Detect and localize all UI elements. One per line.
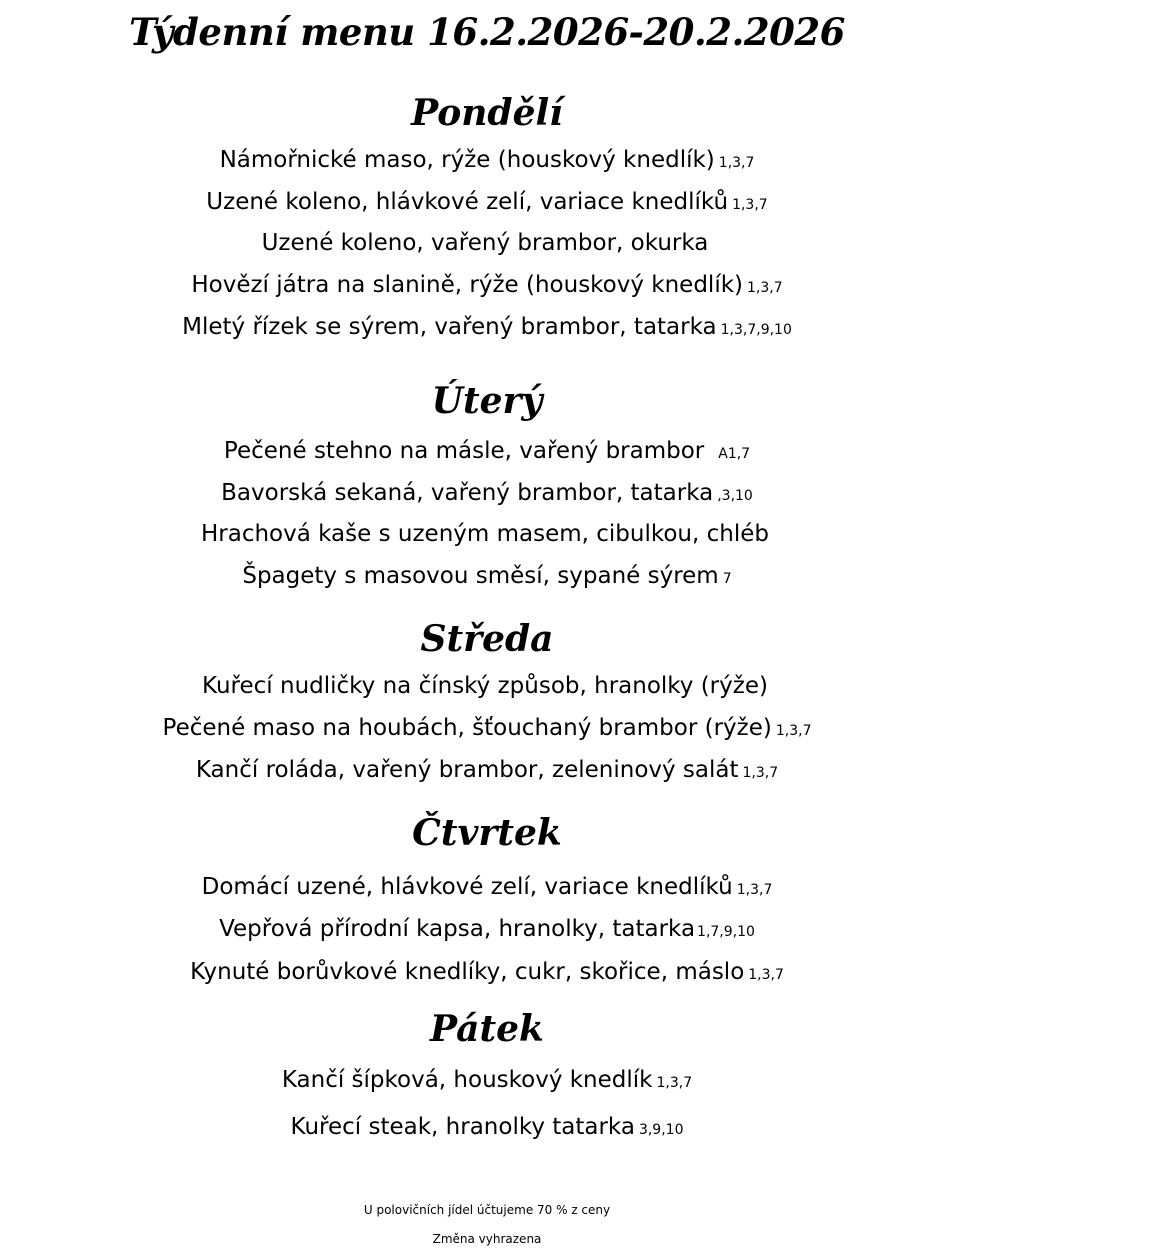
dish-item (0, 755, 974, 788)
dish-name: Kančí roláda, vařený brambor, zeleninový salát (195, 757, 739, 783)
dish-item (0, 1065, 974, 1098)
dish-item (0, 270, 974, 303)
dish-name: Bavorská sekaná, vařený brambor, tatarka (221, 480, 714, 506)
page-title: Týdenní menu 16.2.2026-20.2.2026 (129, 10, 845, 54)
dish-item (0, 145, 974, 178)
dish-name: Hrachová kaše s uzeným masem, cibulkou, chléb (200, 521, 769, 547)
day-heading-monday: Pondělí (411, 92, 563, 134)
dish-item (0, 914, 974, 947)
dish-name: Špagety s masovou směsí, sypané sýrem (242, 563, 719, 589)
allergen-codes: 1,7,9,10 (697, 924, 755, 940)
dish-name: Hovězí játra na slanině, rýže (houskový knedlík) (191, 272, 743, 298)
dish-name: Námořnické maso, rýže (houskový knedlík) (219, 147, 715, 173)
allergen-codes: 1,3,7 (732, 197, 768, 213)
dish-item (0, 957, 974, 990)
dish-item (0, 671, 974, 704)
dish-item (0, 187, 974, 220)
dish-name: Vepřová přírodní kapsa, hranolky, tatarka (219, 916, 696, 942)
day-heading-friday: Pátek (430, 1008, 544, 1050)
allergen-codes: 1,3,7 (775, 723, 812, 739)
dish-name: Uzené koleno, hlávkové zelí, variace knedlíků (206, 189, 729, 215)
day-heading-thursday: Čtvrtek (412, 812, 562, 854)
dish-item (0, 228, 974, 261)
allergen-codes: 1,3,7 (736, 882, 773, 898)
dish-name: Domácí uzené, hlávkové zelí, variace knedlíků (201, 874, 733, 900)
allergen-codes: 1,3,7 (742, 765, 779, 781)
dish-item (0, 1112, 974, 1145)
day-heading-tuesday: Úterý (431, 380, 543, 422)
day-heading-wednesday: Středa (420, 618, 554, 660)
allergen-codes: 1,3,7 (748, 967, 784, 983)
dish-item (0, 561, 974, 594)
dish-name: Kynuté borůvkové knedlíky, cukr, skořice, máslo (190, 959, 745, 985)
dish-name: Kančí šípková, houskový knedlík (281, 1067, 653, 1093)
dish-name: Kuřecí steak, hranolky tatarka (290, 1114, 635, 1140)
allergen-codes: 1,3,7,9,10 (720, 322, 792, 338)
dish-item (0, 312, 974, 345)
allergen-codes: A1,7 (718, 446, 751, 462)
allergen-codes: 1,3,7 (747, 280, 783, 296)
change-note: Změna vyhrazena (432, 1232, 542, 1246)
dish-name: Pečené stehno na másle, vařený brambor (223, 438, 705, 464)
half-portion-note: U polovičních jídel účtujeme 70 % z ceny (363, 1203, 611, 1217)
allergen-codes: 1,3,7 (656, 1075, 693, 1091)
dish-name: Kuřecí nudličky na čínský způsob, hranolky (rýže) (202, 673, 768, 699)
dish-name: Pečené maso na houbách, šťouchaný brambor (rýže) (162, 715, 772, 741)
allergen-codes: 1,3,7 (718, 155, 755, 171)
allergen-codes: ,3,10 (717, 488, 753, 504)
dish-item (0, 713, 974, 746)
dish-name: Uzené koleno, vařený brambor, okurka (261, 230, 709, 256)
dish-item (0, 519, 974, 552)
dish-item (0, 436, 974, 469)
dish-item (0, 872, 974, 905)
allergen-codes: 7 (722, 571, 732, 587)
allergen-codes: 3,9,10 (638, 1122, 684, 1138)
dish-name: Mletý řízek se sýrem, vařený brambor, tatarka (182, 314, 717, 340)
dish-item (0, 478, 974, 511)
